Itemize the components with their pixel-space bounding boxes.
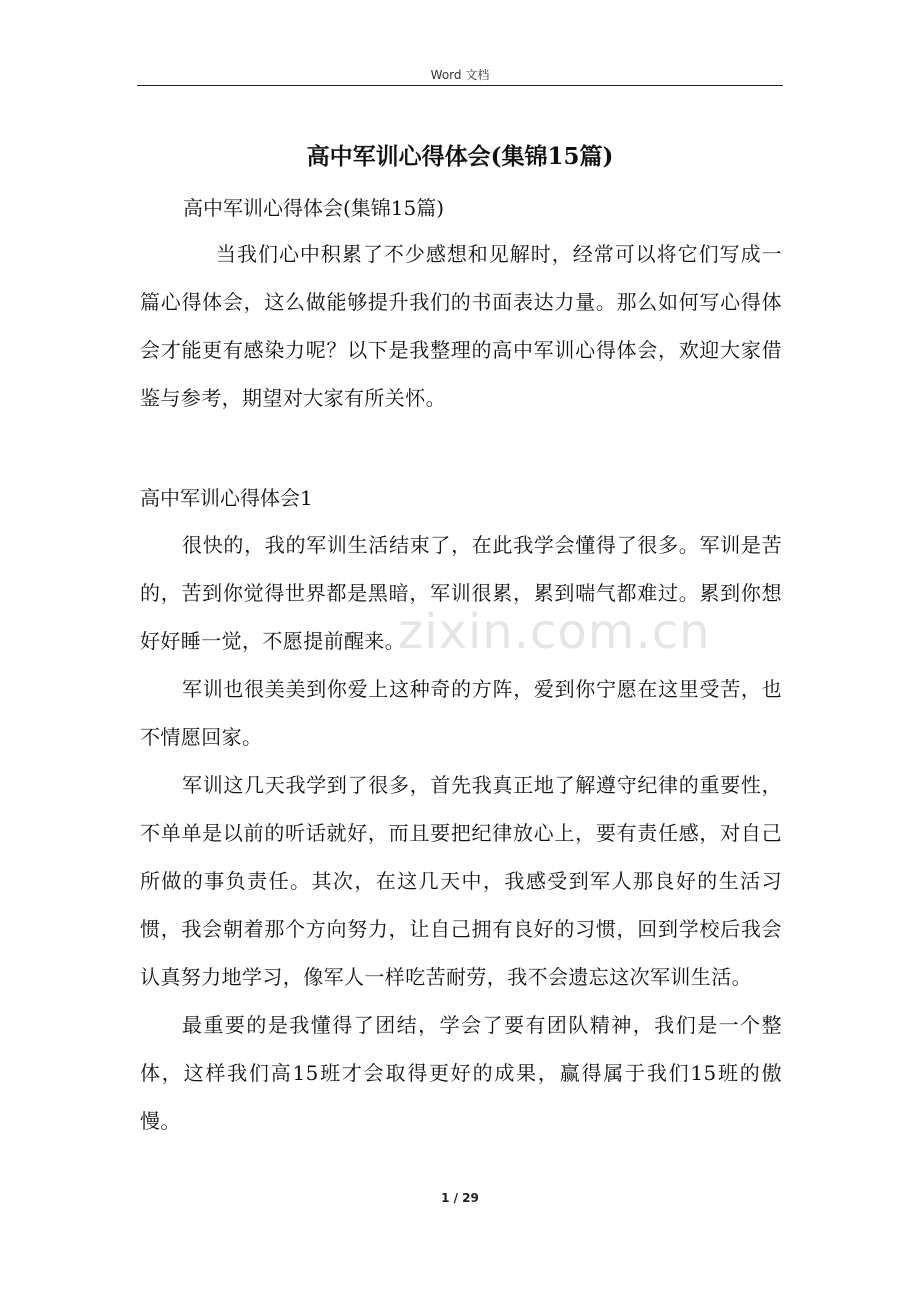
body-paragraph-1: 很快的，我的军训生活结束了，在此我学会懂得了很多。军训是苦的，苦到你觉得世界都是黑暗，军训很累，累到喘气都难过。累到你想好好睡一觉，不愿提前醒来。 [140, 533, 782, 653]
header-divider [137, 85, 783, 86]
document-title: 高中军训心得体会(集锦15篇) [306, 143, 614, 170]
intro-block [140, 230, 782, 422]
body-paragraph-3: 军训这几天我学到了很多，首先我真正地了解遵守纪律的重要性，不单单是以前的听话就好，而且要把纪律放心上，要有责任感，对自己所做的事负责任。其次，在这几天中，我感受到军人那良好的生活习惯，我会朝着那个方向努力，让自己拥有良好的习惯，回到学校后我会认真努力地学习，像军人一样吃苦耐劳，我不会遗忘这次军训生活。 [140, 773, 782, 989]
section-heading: 高中军训心得体会1 [140, 486, 313, 510]
body-paragraph-2: 军训也很美美到你爱上这种奇的方阵，爱到你宁愿在这里受苦，也不情愿回家。 [140, 677, 782, 749]
section-body [140, 521, 782, 1145]
page-number: 1 / 29 [441, 1191, 479, 1205]
watermark: zixin.com.cn [398, 604, 711, 660]
body-paragraph-4: 最重要的是我懂得了团结，学会了要有团队精神，我们是一个整体，这样我们高15班才会取得更好的成果，赢得属于我们15班的傲慢。 [140, 1013, 782, 1133]
intro-paragraph: 当我们心中积累了不少感想和见解时，经常可以将它们写成一篇心得体会，这么做能够提升我们的书面表达力量。那么如何写心得体会才能更有感染力呢？以下是我整理的高中军训心得体会，欢迎大家借鉴与参考，期望对大家有所关怀。 [140, 242, 782, 410]
page-header: Word 文档 [430, 68, 490, 82]
document-subtitle: 高中军训心得体会(集锦15篇) [183, 196, 445, 220]
